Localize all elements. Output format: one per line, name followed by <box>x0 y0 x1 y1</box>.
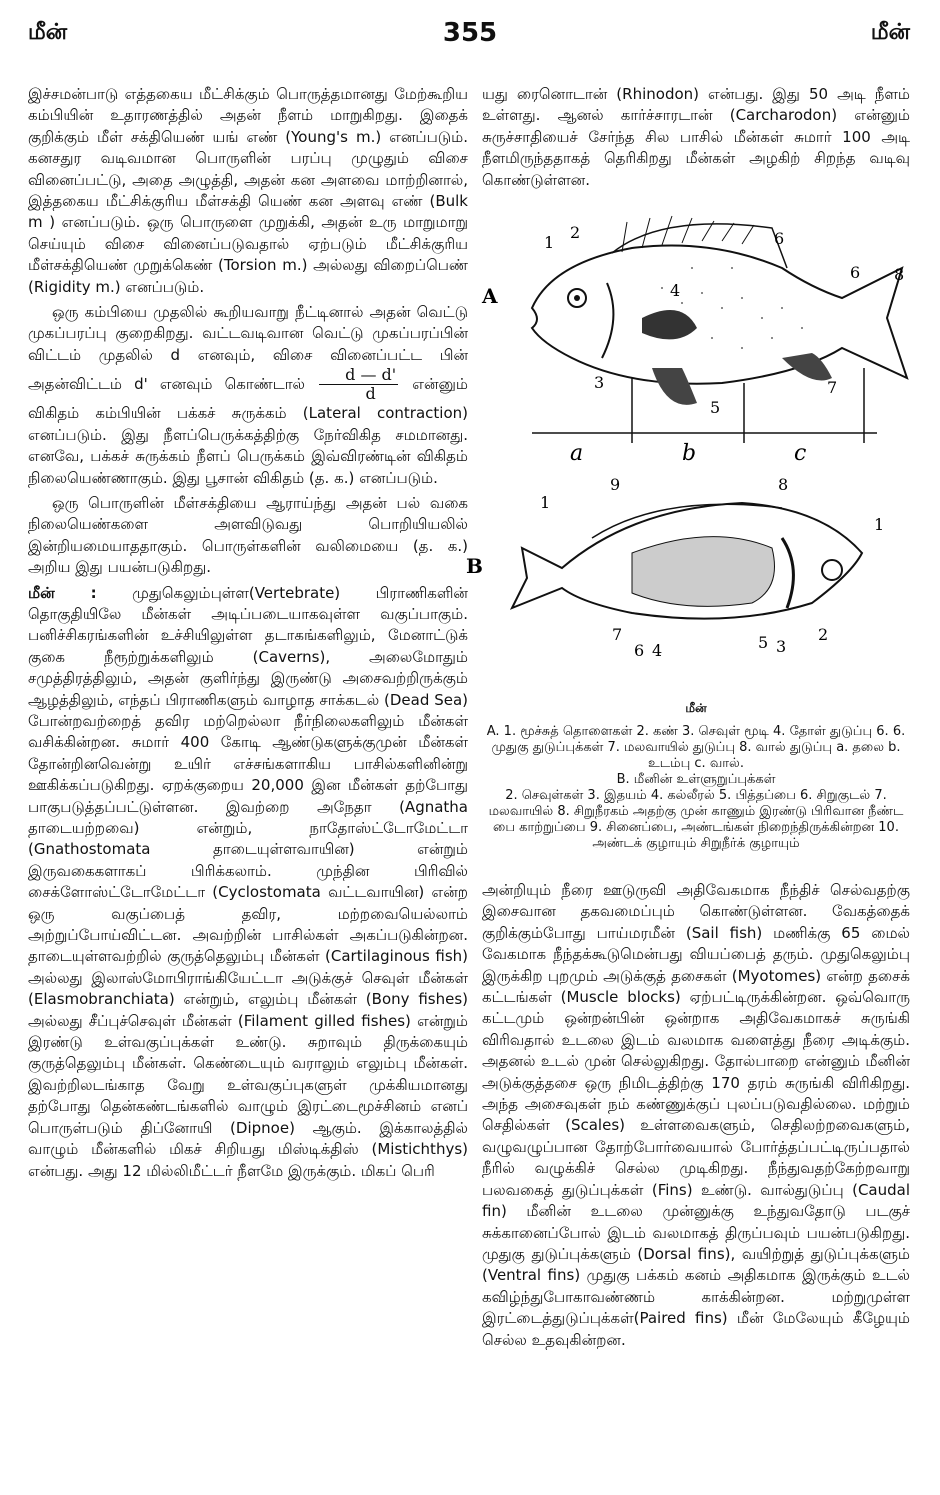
figure-caption <box>482 700 910 852</box>
fish-a-label-2: 2 <box>570 223 581 242</box>
fish-b-label-8: 8 <box>778 475 789 494</box>
caption-line-b: B. மீனின் உள்ளுறுப்புக்கள் <box>616 772 776 787</box>
page-number: 355 <box>442 18 498 48</box>
fish-b-label-7: 7 <box>612 625 623 644</box>
fish-b-label-3: 3 <box>776 637 787 656</box>
fish-a-label-7: 7 <box>827 378 838 397</box>
fish-a-gill-cover <box>602 283 613 358</box>
figure-title: மீன் <box>685 701 707 715</box>
fish-b-label-5: 5 <box>758 633 769 652</box>
fish-b-eye <box>822 560 842 580</box>
fish-b-label-9: 9 <box>610 475 621 494</box>
fish-illustration <box>466 208 912 678</box>
fraction-numerator: d — d' <box>319 366 398 385</box>
fish-text: முதுகெலும்புள்ள(Vertebrate) பிராணிகளின் தொகுதியிலே மீன்கள் அடிப்படையாகவுள்ள வகுப்பாகும். பனிச்சிகரங்களின் உச்சியிலுள்ள தடாகங்களிலும், மேனாட்டுக் குகை நீரூற்றுக்களிலும் (Caverns), அலைமோதும் சமுத்திரத்திலும், அதன் குளிர்ந்து இருண்டு அசைவற்றிருக்கும் ஆழத்திலும், எந்தப் பிராணிகளும் வாழாத சாக்கடல் (Dead Sea) போன்றவற்றைத் தவிர மற்றெல்லா நீர்நிலைகளிலும் மீன்கள் வசிக்கின்றன. சுமார் 400 கோடி ஆண்டுகளுக்குமுன் மீன்கள் தோன்றினவென்று உயிர் எச்சங்களாகிய பாசில்களினின்று ஊகிக்கப்படுகிறது. ஏறக்குறைய 20,000 இன மீன்கள் தற்போது பாகுபடுத்தப்பட்டுள்ளன. இவற்றை அநேதா (Agnatha தாடையற்றவை) என்றும், நாதோஸ்ட்டோமேட்டா (Gnathostomata தாடையுள்ளவாயின) என்றும் இருவகைகளாகப் பிரிக்கலாம். முந்தின பிரிவில் சைக்ளோஸ்ட்டோமேட்டா (Cyclostomata வட்டவாயின) என்ற ஒரு வகுப்பைத் தவிர, மற்றவையெல்லாம் அற்றுப்போய்விட்டன. அவற்றின் பாசில்கள் அகப்படுகின்றன. தாடையுள்ளவற்றில் குருத்தெலும்பு மீன்கள் (Cartilaginous fish) அல்லது இலாஸ்மோபிராங்கியேட்டா அடுக்குச் செவுள் மீன்கள் (Elasmobranchiata) என்றும், எலும்பு மீன்கள் (Bony fishes) அல்லது சீப்புச்செவுள் மீன்கள் (Filament gilled fishes) என்றும் இரண்டு உள்வகுப்புக்கள் உண்டு. சுறாவும் திருக்கையும் குருத்தெலும்பு மீன்கள். கெண்டையும் வராலும் எலும்பு மீன்கள். இவற்றிலடங்காத வேறு உள்வகுப்புகளுள் முக்கியமானது தற்போது தென்கண்டங்களில் வாழும் இரட்டைமூச்சினம் எனப் பொருள்படும் திப்னோயி (Dipnoe) ஆகும். இக்காலத்தில் வாழும் மீன்களில் மிகச் சிறியது மிஸ்டிக்திஸ் (Mistichthys) என்பது. அது 12 மில்லிமீட்டர் நீளமே இருக்கும். மிகப் பெரி <box>28 583 468 1180</box>
fish-figure <box>466 208 912 678</box>
entry-heading: மீன் : <box>28 583 97 602</box>
fish-a-label-3: 3 <box>594 373 605 392</box>
fish-a-label-6a: 6 <box>774 229 785 248</box>
right-column-bottom <box>482 880 910 1355</box>
running-head-right: மீன் <box>870 20 910 45</box>
fish-b-viscera <box>632 537 775 607</box>
fish-a-label-5: 5 <box>710 398 721 417</box>
fish-a-pectoral-fin <box>642 310 697 339</box>
paragraph-lateral-contraction <box>28 302 468 489</box>
fish-a-dim-a: a <box>570 441 584 466</box>
figure-label-a: A <box>482 284 498 308</box>
fish-b-label-1a: 1 <box>540 493 551 512</box>
fish-b-label-4: 4 <box>652 641 663 660</box>
paragraph-swimming: அன்றியும் நீரை ஊடுருவி அதிவேகமாக நீந்திச் செல்வதற்கு இசைவான தகவமைப்பும் கொண்டுள்ளன. வேகத்தைக் குறிக்கும்போது பாய்மரமீன் (Sail fish) மணிக்கு 65 மைல் வேகமாக நீந்தக்கூடுமென்பது வியப்பைத் தரும். முதுகெலும்பு இருக்கிற புறமும் அடுக்குத் தசைகள் (Myotomes) என்ற தசைக் கட்டங்கள் (Muscle blocks) ஏற்பட்டிருக்கின்றன. ஒவ்வொரு கட்டமும் ஒன்றன்பின் ஒன்றாக அதிவேகமாகச் சுருங்கி விரிவதால் உடலை இடம் வலமாக வளைத்து நீரை அடிக்கும். அதனல் உடல் முன் செல்லுகிறது. தோல்பாறை என்னும் மீனின் அடுக்குத்தசை ஒரு நிமிடத்திற்கு 170 தரம் சுருங்கி விரிகிறது. அந்த அசைவுகள் நம் கண்ணுக்குப் புலப்படுவதில்லை. மற்றும் செதில்கள் (Scales) உள்ளவைகளும், செதிலற்றவைகளும், வழுவழுப்பான தோற்போர்வையால் போர்த்தப்பட்டிருப்பதால் நீரில் வழுக்கிச் செல்ல முடிகிறது. நீந்துவதற்கேற்றவாறு பலவகைத் துடுப்புக்கள் (Fins) உண்டு. வால்துடுப்பு (Caudal fin) மீனின் உடலை முன்னுக்கு உந்துவதோடு படகுச் சுக்கானைப்போல் இடம் வலமாகத் திருப்பவும் பயன்படுகிறது. முதுகு துடுப்புக்களும் (Dorsal fins), வயிற்றுத் துடுப்புக்களும் (Ventral fins) முதுகு பக்கம் கனம் அதிகமாக இருக்கும் உடல் கவிழ்ந்துபோகாவண்ணம் காக்கின்றன. மற்றுமுள்ள இரட்டைத்துடுப்புக்கள்(Paired fins) மீன் மேலேயும் கீழேயும் செல்ல உதவுகின்றன. <box>482 881 910 1349</box>
fish-b-label-1b: 1 <box>874 515 885 534</box>
left-column <box>28 84 468 1186</box>
running-head-left: மீன் <box>28 20 68 45</box>
paragraph-engineering: ஒரு பொருளின் மீள்சக்தியை ஆராய்ந்து அதன் பல் வகை நிலையெண்களை அளவிடுவது பொறியியலில் இன்றியமையாததாகும். பொருள்களின் வலிமையை (த. க.) அறிய இது பயன்படுகிறது. <box>28 493 468 577</box>
fish-a-pelvic-fin <box>652 368 697 405</box>
right-column-top <box>482 84 910 195</box>
fish-a-label-6b: 6 <box>850 263 861 282</box>
fish-a-pupil <box>574 295 580 301</box>
paragraph-fish <box>28 583 468 1182</box>
text-after-fraction: என்னும் விகிதம் கம்பியின் பக்கச் சுருக்கம் (Lateral contraction) எனப்படும். இது நீளப்பெருக்கத்திற்கு நேர்விகித சமமானது. எனவே, பக்கச் சுருக்கம் நீளப் பெருக்கம் இவ்விரண்டின் விகிதம் நிலையெண்ணாகும். இது பூசான் விகிதம் (த. க.) எனப்படும். <box>28 375 468 487</box>
caption-line-c: 2. செவுள்கள் 3. இதயம் 4. கல்லீரல் 5. பித்தப்பை 6. சிறுகுடல் 7. மலவாயில் 8. சிறுநீரகம் அதற்கு முன் காணும் இரண்டு பிரிவான நீண்ட பை காற்றுப்பை 9. சினைப்பை, அண்டங்கள் நிறைந்திருக்கின்றன 10. அண்டக் குழாயும் சிறுநீர்க் குழாயும் <box>488 788 904 851</box>
text-before-fraction: ஒரு கம்பியை முதலில் கூறியவாறு நீட்டினால் அதன் வெட்டு முகப்பரப்பு குறைகிறது. வட்டவடிவான வெட்டு முகப்பரப்பின் விட்டம் முதலில் d எனவும், விசை வினைப்பட்ட பின் அதன்விட்டம் d' எனவும் கொண்டால் <box>28 303 468 394</box>
fish-b-label-6: 6 <box>634 641 645 660</box>
paragraph-elasticity: இச்சமன்பாடு எத்தகைய மீட்சிக்கும் பொருத்தமானது மேற்கூறிய கம்பியின் உதாரணத்தில் அதன் நீளம் மாறுகிறது. இதைக் குறிக்கும் மீள் சக்தியெண் யங் எண் (Young's m.) எனப்படும். கனசதுர வடிவமான பொருளின் பரப்பு முழுதும் விசை வினைப்பட்டு, அதை அழுத்தி, அதன் கன அளவை மாற்றினால், இத்தகைய மீட்சிக்குரிய மீள்சக்தி யெண் கன அளவு எண் (Bulk m ) எனப்படும். ஒரு பொருளை முறுக்கி, அதன் உரு மாறுமாறு செய்யும் விசை வினைப்படுவதால் ஏற்படும் மீட்சிக்குரிய மீள்சக்தியெண் முறுக்கெண் (Torsion m.) அல்லது விறைப்பெண் (Rigidity m.) எனப்படும். <box>28 85 468 296</box>
paragraph-rhinodon: யது ரைனொடான் (Rhinodon) என்பது. இது 50 அடி நீளம் உள்ளது. ஆனல் கார்ச்சாரடான் (Carcharodon) என்னும் சுருச்சாதியைச் சேர்ந்த சில பாசில் மீன்கள் சுமார் 100 அடி நீளமிருந்ததாகத் தெரிகிறது மீன்கள் அழகிற் சிறந்த வடிவு கொண்டுள்ளன. <box>482 85 910 189</box>
fish-b-label-2: 2 <box>818 625 829 644</box>
fraction-denominator: d <box>365 384 376 404</box>
ratio-fraction <box>319 366 398 403</box>
fish-a-label-1: 1 <box>544 233 555 252</box>
figure-label-b: B <box>466 554 483 578</box>
fish-a-dim-b: b <box>682 441 697 466</box>
fish-a-dim-c: c <box>794 441 807 466</box>
fish-a-label-8: 8 <box>894 265 905 284</box>
caption-line-a: A. 1. மூச்சுத் தொளைகள் 2. கண் 3. செவுள் மூடி 4. தோள் துடுப்பு 6. 6. முதுகு துடுப்புக்கள் 7. மலவாயில் துடுப்பு 8. வால் துடுப்பு a. தலை b. உடம்பு c. வால். <box>486 724 906 771</box>
fish-a-label-4: 4 <box>670 281 681 300</box>
fish-b-gills <box>782 538 793 608</box>
